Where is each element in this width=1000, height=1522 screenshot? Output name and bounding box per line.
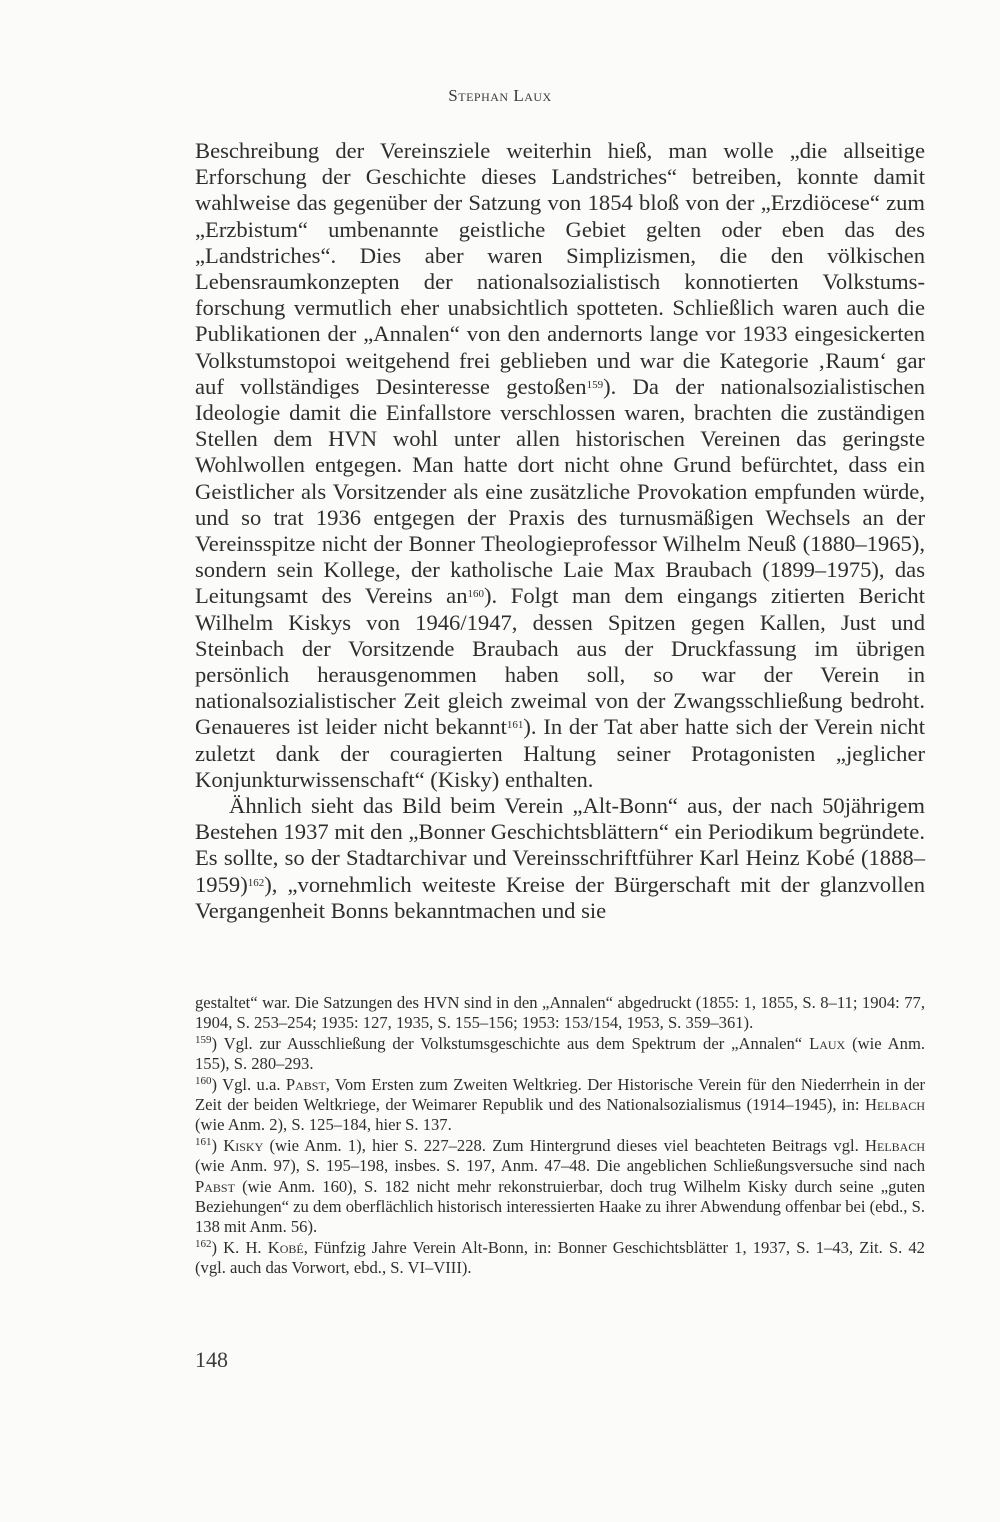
text-run: Beschreibung der Vereinsziele weiterhin hieß, man wolle „die allseitige Erforschung der Geschichte dieses Landstriches“ betreiben, konnte damit wahlweise das gegenüber der Satzung von 1854 bloß von der „Erzdiöcese“ zum „Erzbistum“ umbenannte geistliche Gebiet gelten oder eben das des „Landstriches“. Dies aber waren Simplizismen, die den völkischen Lebensraumkonzepten der nationalsozialistisch konnotierten Volkstumsforschung vermutlich eher unabsichtlich spotteten. Schließlich waren auch die Publikationen der „Annalen“ von den andernorts lange vor 1933 eingesickerten Volkstumstopoi weitgehend frei geblieben und war die Kategorie ‚Raum‘ gar auf vollständiges Desinteresse gestoßen [195, 138, 925, 399]
author-name: Kisky [223, 1135, 264, 1155]
paragraph [195, 138, 925, 793]
running-header: Stephan Laux [448, 86, 552, 105]
author-name: Pabst [195, 1176, 235, 1196]
footnote [195, 1034, 925, 1075]
author-name: Pabst [285, 1074, 326, 1094]
author-name: Helbach [865, 1095, 925, 1115]
text-run: ), „vornehmlich weiteste Kreise der Bürgerschaft mit der glanzvollen Vergangenheit Bonns bekanntmachen und sie [195, 871, 925, 923]
footnote-text: ) Vgl. zur Ausschließung der Volkstumsgeschichte aus dem Spektrum der „Annalen“ [211, 1033, 810, 1053]
footnote-text: (wie Anm. 155), S. 280–293. [195, 1033, 926, 1074]
text-run: ). Da der nationalsozialistischen Ideologie damit die Einfallstore verschlossen waren, brachten die zuständigen Stellen dem HVN wohl unter allen historischen Vereinen das geringste Wohlwollen entgegen. Man hatte dort nicht ohne Grund befürchtet, dass ein Geistlicher als Vorsitzender als eine zusätzliche Provokation empfunden würde, und so trat 1936 entgegen der Praxis des turnusmäßigen Wechsels an der Vereinsspitze nicht der Bonner Theologieprofessor Wilhelm Neuß (1880–1965), sondern sein Kollege, der katholische Laie Max Braubach (1899–1975), das Leitungsamt des Vereins an [195, 373, 926, 609]
author-name: Helbach [865, 1135, 925, 1155]
footnotes [195, 993, 925, 1279]
author-name: Kobé [267, 1237, 304, 1257]
footnote [195, 1075, 925, 1136]
text-run: ). In der Tat aber hatte sich der Verein nicht zuletzt dank der couragierten Haltung seiner Protagonisten „jeglicher Konjunkturwissenschaft“ (Kisky) enthalten. [195, 714, 926, 792]
footnote-ref: 161 [506, 719, 524, 732]
footnote-text: , Vom Ersten zum Zweiten Weltkrieg. Der Historische Verein für den Niederrhein in der Zeit der beiden Weltkriege, der Weimarer Republik und des Nationalsozialismus (1914–1945), in: [195, 1074, 926, 1115]
footnote [195, 993, 925, 1034]
footnote-text: , Fünfzig Jahre Verein Alt-Bonn, in: Bonner Geschichtsblätter 1, 1937, S. 1–43, Zit. S. 42 (vgl. auch das Vorwort, ebd., S. VI–VIII). [195, 1237, 925, 1278]
footnote-ref: 162 [247, 876, 265, 889]
footnote-text: (wie Anm. 97), S. 195–198, insbes. S. 197, Anm. 47–48. Die angeblichen Schließungsversuche sind nach [195, 1156, 925, 1176]
paragraph [195, 793, 925, 924]
footnote-number: 159 [195, 1033, 212, 1046]
main-text [195, 138, 925, 924]
footnote-number: 160 [195, 1074, 212, 1087]
footnote-text: (wie Anm. 160), S. 182 nicht mehr rekonstruierbar, doch trug Wilhelm Kisky durch seine „guten Beziehungen“ zu dem oberflächlich historisch interessierten Haake zu ihrer Abwendung offenbar bei (ebd., S. 138 mit Anm. 56). [195, 1176, 925, 1237]
footnote-text: (wie Anm. 2), S. 125–184, hier S. 137. [195, 1115, 452, 1135]
footnote-text: ) [211, 1135, 224, 1155]
footnote-ref: 159 [586, 378, 604, 391]
footnote-text: (wie Anm. 1), hier S. 227–228. Zum Hintergrund dieses viel beachteten Beitrags vgl. [263, 1135, 866, 1155]
footnote-text: gestaltet“ war. Die Satzungen des HVN sind in den „Annalen“ abgedruckt (1855: 1, 1855, S. 8–11; 1904: 77, 1904, S. 253–254; 1935: 127, 1935, S. 155–156; 1953: 153/154, 1953, S. 359–361). [195, 993, 925, 1033]
footnote-text: ) K. H. [211, 1237, 268, 1257]
page-number: 148 [195, 1347, 228, 1372]
footnote-ref: 160 [467, 588, 484, 601]
footnote [195, 1136, 925, 1238]
footnote-text: ) Vgl. u.a. [211, 1074, 286, 1094]
footnote-number: 162 [195, 1237, 212, 1250]
footnote-number: 161 [195, 1135, 212, 1148]
text-run: Ähnlich sieht das Bild beim Verein „Alt-Bonn“ aus, der nach 50jährigem Bestehen 1937 mit den „Bonner Geschichtsblättern“ ein Periodikum begründete. Es sollte, so der Stadtarchivar und Vereinsschriftführer Karl Heinz Kobé (1888–1959) [195, 793, 925, 897]
author-name: Laux [809, 1033, 846, 1053]
text-run: ). Folgt man dem eingangs zitierten Bericht Wilhelm Kiskys von 1946/1947, dessen Spitzen gegen Kallen, Just und Steinbach der Vorsitzende Braubach aus der Druckfassung im übrigen persönlich herausgenommen haben soll, so war der Verein in nationalsozialistischer Zeit gleich zweimal von der Zwangsschließung bedroht. Genaueres ist leider nicht bekannt [195, 583, 926, 740]
footnote [195, 1238, 925, 1279]
